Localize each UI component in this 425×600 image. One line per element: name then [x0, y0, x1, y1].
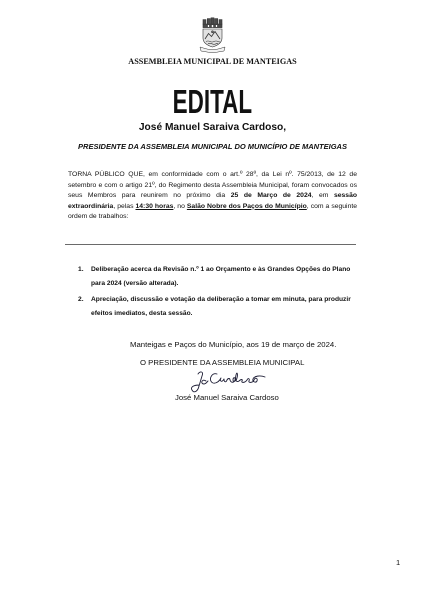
document-title-text: EDITAL	[172, 83, 253, 120]
signer-name: José Manuel Saraiva Cardoso	[175, 393, 279, 402]
agenda-item-text: Deliberação acerca da Revisão n.º 1 ao Orçamento e às Grandes Opções do Plano para 2024 (versão alterada).	[91, 266, 351, 287]
institution-name: ASSEMBLEIA MUNICIPAL DE MANTEIGAS	[128, 57, 297, 66]
president-name: José Manuel Saraiva Cardoso,	[138, 122, 287, 133]
president-role: PRESIDENTE DA ASSEMBLEIA MUNICIPAL DO MUNICÍPIO DE MANTEIGAS	[78, 142, 347, 151]
signer-role: O PRESIDENTE DA ASSEMBLEIA MUNICIPAL	[140, 358, 305, 367]
notice-paragraph	[68, 170, 357, 223]
page-number: 1	[396, 558, 401, 567]
session-type: sessão extraordinária	[68, 192, 358, 210]
agenda-item-text: Apreciação, discussão e votação da deliberação a tomar em minuta, para produzir efeitos imediatos, desta sessão.	[91, 296, 351, 317]
divider-line	[65, 244, 356, 245]
agenda-item-number: 1.	[78, 266, 84, 273]
notice-text-4: , no	[173, 202, 187, 210]
notice-text-3: , pelas	[113, 202, 136, 210]
place-and-date: Manteigas e Paços do Município, aos 19 de março de 2024.	[130, 340, 337, 349]
signature-image	[186, 368, 270, 395]
document-title	[0, 85, 425, 118]
session-time: 14:30 horas	[135, 202, 174, 210]
notice-text-2: , em	[311, 192, 334, 199]
notice-text-5: , com a seguinte ordem de trabalhos:	[68, 202, 358, 220]
notice-text-1: TORNA PÚBLICO QUE, em conformidade com o art.º 28º, da Lei nº. 75/2013, de 12 de setembro e com o artigo 21º, do Regimento desta Assembleia Municipal, foram convocados os seus Membros para reunirem no próximo dia	[68, 171, 357, 199]
session-venue: Salão Nobre dos Paços do Município	[186, 202, 307, 210]
session-date: 25 de Março de 2024	[230, 192, 312, 199]
agenda-item-number: 2.	[78, 296, 84, 303]
coat-of-arms-icon	[197, 17, 228, 53]
